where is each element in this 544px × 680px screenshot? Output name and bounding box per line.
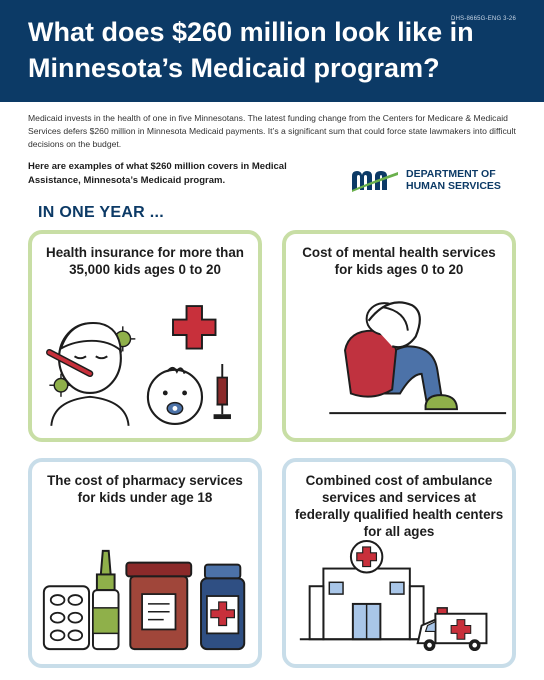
dhs-logo [350,168,522,192]
mn-logo-icon [350,168,402,192]
distressed-person-icon [290,290,512,440]
card-title: The cost of pharmacy services for kids under age 18 [47,473,243,505]
header-banner [0,0,544,102]
document-code: DHS-8665G-ENG 3-26 [451,16,516,22]
card-ambulance-health-centers [282,458,516,668]
card-health-insurance [28,230,262,442]
dhs-logo-name: DEPARTMENT OF HUMAN SERVICES [406,168,501,192]
card-pharmacy [28,458,262,668]
card-title: Combined cost of ambulance services and services at federally qualified health centers for all ages [294,473,504,539]
lead-paragraph: Here are examples of what $260 million covers in Medical Assistance, Minnesota’s Medicaid program. [28,161,287,186]
section-heading: IN ONE YEAR ... [38,204,165,221]
page-title: What does $260 million look like in Minnesota’s Medicaid program? [28,17,474,83]
card-mental-health [282,230,516,442]
card-title: Health insurance for more than 35,000 kids ages 0 to 20 [46,245,244,277]
hospital-ambulance-icon [290,534,512,664]
intro-paragraph: Medicaid invests in the health of one in five Minnesotans. The latest funding change from the Centers for Medicare & Medicaid Services defers $260 million in Minnesota Medicaid payments. It’s a significant sum that could force state lawmakers into difficult decisions on the budget. [28,113,516,149]
medicine-icon [36,534,258,664]
sick-child-baby-icon [32,294,258,434]
card-title: Cost of mental health services for kids ages 0 to 20 [302,245,496,277]
